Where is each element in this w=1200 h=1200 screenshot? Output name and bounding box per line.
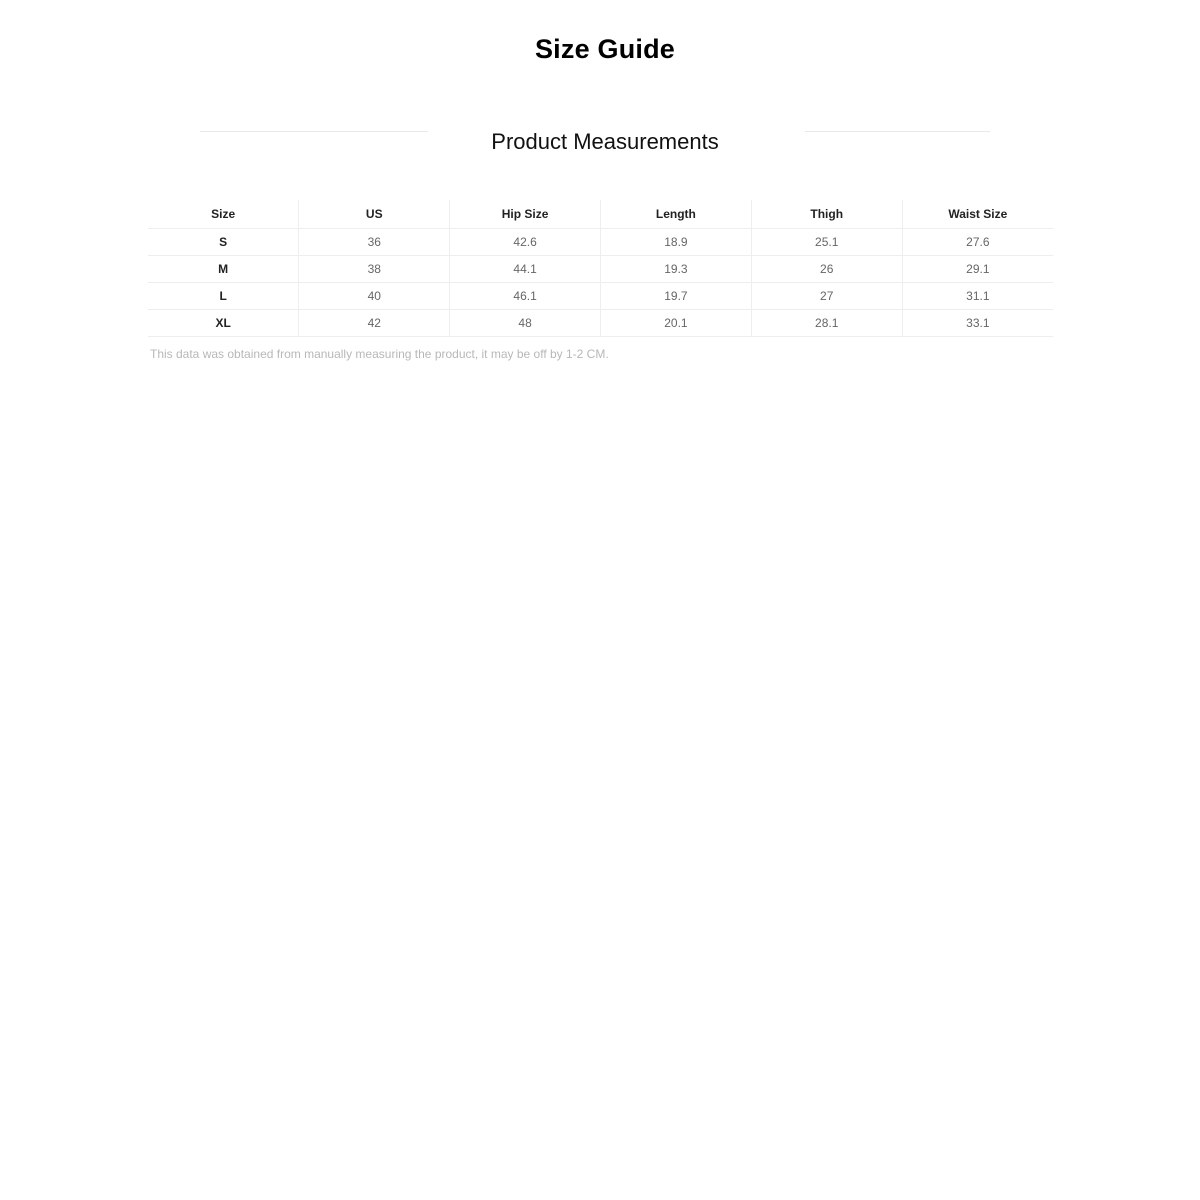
table-cell: 19.7 — [600, 283, 751, 310]
table-cell: 20.1 — [600, 310, 751, 337]
column-header-size: Size — [148, 200, 299, 229]
page-title: Size Guide — [534, 34, 676, 64]
table-cell: 36 — [299, 229, 450, 256]
table-cell: 28.1 — [751, 310, 902, 337]
table-cell: XL — [148, 310, 299, 337]
table-row — [148, 229, 1053, 256]
table-cell: 27 — [751, 283, 902, 310]
divider-right — [805, 131, 990, 132]
table-cell: 33.1 — [902, 310, 1053, 337]
table-cell: L — [148, 283, 299, 310]
table-row — [148, 310, 1053, 337]
column-header-waist-size: Waist Size — [902, 200, 1053, 229]
column-header-length: Length — [600, 200, 751, 229]
table-cell: 18.9 — [600, 229, 751, 256]
table-cell: 19.3 — [600, 256, 751, 283]
table-cell: 40 — [299, 283, 450, 310]
table-row — [148, 256, 1053, 283]
table-cell: 42.6 — [450, 229, 601, 256]
table-cell: 48 — [450, 310, 601, 337]
table-cell: 46.1 — [450, 283, 601, 310]
table-cell: 42 — [299, 310, 450, 337]
section-header — [200, 126, 990, 160]
table-cell: S — [148, 229, 299, 256]
table-cell: 29.1 — [902, 256, 1053, 283]
table-cell: 26 — [751, 256, 902, 283]
table-cell: M — [148, 256, 299, 283]
table-cell: 25.1 — [751, 229, 902, 256]
table-cell: 38 — [299, 256, 450, 283]
column-header-hip-size: Hip Size — [450, 200, 601, 229]
size-table — [148, 200, 1053, 337]
table-cell: 27.6 — [902, 229, 1053, 256]
column-header-us: US — [299, 200, 450, 229]
measurement-footnote: This data was obtained from manually measuring the product, it may be off by 1-2 CM. — [150, 347, 609, 361]
table-cell: 44.1 — [450, 256, 601, 283]
section-title: Product Measurements — [491, 129, 719, 154]
column-header-thigh: Thigh — [751, 200, 902, 229]
table-header-row — [148, 200, 1053, 229]
table-cell: 31.1 — [902, 283, 1053, 310]
table-row — [148, 283, 1053, 310]
